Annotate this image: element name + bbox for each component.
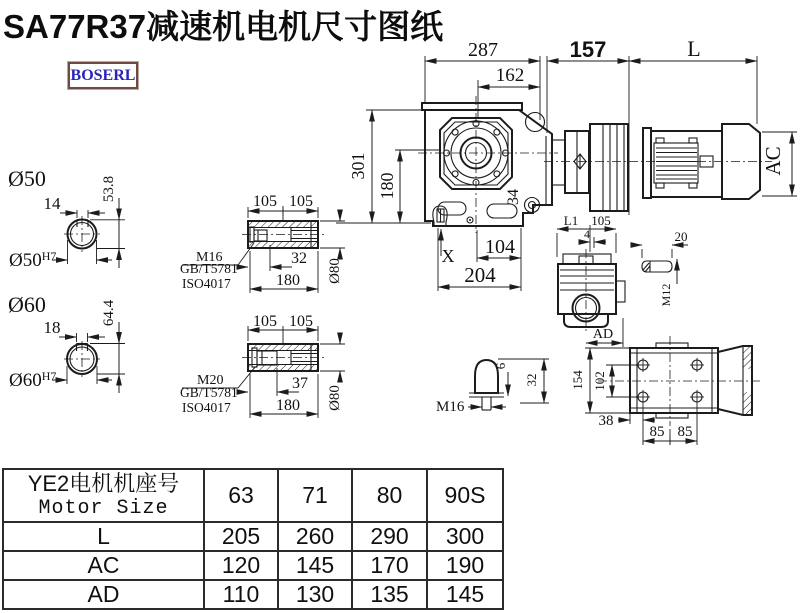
table-row-L	[3, 522, 503, 551]
row-label-AC: AC	[3, 551, 204, 580]
dim-157: 157	[569, 37, 607, 62]
dim-keyway-18: 18	[43, 318, 61, 337]
motor-side-view	[544, 124, 797, 211]
brand-logo-text: BOSERL	[70, 66, 136, 84]
label-standard-iso: ISO4017	[182, 276, 231, 291]
dim-L1: L1	[563, 213, 579, 228]
label-standard-iso-2: ISO4017	[182, 400, 231, 415]
dim-key-53-8: 53.8	[101, 175, 117, 203]
shaft-50-title: Ø50	[8, 166, 46, 191]
cell-L-63: 205	[204, 522, 278, 551]
table-row-AC	[3, 551, 503, 580]
dim-keyway-14: 14	[43, 194, 61, 213]
cell-AD-63: 110	[204, 580, 278, 609]
dim-32-plug: 32	[524, 373, 539, 387]
dim-105-left: 105	[253, 193, 277, 210]
dim-d80: Ø80	[327, 258, 343, 284]
dim-85-left: 85	[649, 424, 665, 440]
dim-204: 204	[464, 263, 496, 287]
cell-L-90s: 300	[427, 522, 503, 551]
cell-AC-80: 170	[352, 551, 427, 580]
dim-AD: AD	[592, 327, 614, 342]
cell-L-80: 290	[352, 522, 427, 551]
cell-AD-80: 135	[352, 580, 427, 609]
dim-180-sleeve: 180	[276, 272, 300, 289]
dim-bore-60: $Ø60^{H7}$	[9, 369, 57, 391]
dim-key-64-4: 64.4	[101, 299, 117, 327]
table-row-AD	[3, 580, 503, 609]
hollow-shaft-bottom-view	[180, 313, 345, 418]
dim-104: 104	[485, 236, 515, 258]
table-col-80: 80	[352, 469, 427, 522]
table-header-en: Motor Size	[38, 496, 169, 520]
dim-180-front: 180	[377, 172, 397, 200]
label-standard-gb: GB/T5781	[180, 261, 238, 276]
motor-size-table-wrap	[2, 468, 504, 610]
hollow-shaft-top-view	[180, 193, 345, 293]
dim-105-side: 105	[591, 213, 611, 228]
table-header-motor-size	[3, 469, 204, 522]
dim-301: 301	[348, 152, 368, 180]
label-thread-m12: M12	[659, 283, 673, 307]
table-col-90s: 90S	[427, 469, 503, 522]
dim-4: 4	[584, 227, 590, 241]
label-standard-gb-2: GB/T5781	[180, 385, 238, 400]
dim-85-right: 85	[677, 424, 693, 440]
row-label-L: L	[3, 522, 204, 551]
table-header-cn: YE2电机机座号	[27, 470, 180, 496]
dim-105-right-2: 105	[289, 313, 313, 330]
key-detail-view	[631, 229, 688, 306]
dim-AC: AC	[761, 146, 785, 176]
gearbox-front-view	[336, 96, 558, 291]
cell-L-71: 260	[278, 522, 352, 551]
cell-AC-71: 145	[278, 551, 352, 580]
label-plug-m16: M16	[436, 399, 465, 415]
shaft-60-view	[8, 292, 125, 393]
dim-105-left-2: 105	[253, 313, 277, 330]
dim-6: 6	[493, 362, 508, 370]
dim-180-sleeve-2: 180	[276, 397, 300, 414]
breather-plug-view	[436, 359, 549, 415]
dim-102: 102	[592, 371, 607, 391]
dim-20: 20	[674, 229, 688, 244]
page-title: SA77R37减速机电机尺寸图纸	[3, 8, 444, 45]
cell-AC-90s: 190	[427, 551, 503, 580]
dim-L: L	[687, 36, 701, 61]
gear-side-view	[557, 213, 625, 347]
motor-size-table	[2, 468, 504, 610]
dim-162: 162	[495, 65, 525, 86]
dim-105-right: 105	[289, 193, 313, 210]
row-label-AD: AD	[3, 580, 204, 609]
label-thread-m16: M16	[196, 250, 223, 265]
table-col-63: 63	[204, 469, 278, 522]
shaft-60-title: Ø60	[8, 292, 46, 317]
cell-AC-63: 120	[204, 551, 278, 580]
cell-AD-90s: 145	[427, 580, 503, 609]
dim-37: 37	[292, 375, 308, 392]
dim-38: 38	[598, 413, 614, 429]
datum-x: X	[441, 246, 455, 266]
dim-32: 32	[291, 250, 307, 267]
cell-AD-71: 130	[278, 580, 352, 609]
dim-287: 287	[468, 39, 498, 61]
dim-34: 34	[505, 189, 522, 205]
dim-bore-50: $Ø50^{H7}$	[9, 249, 57, 271]
bottom-view	[570, 336, 762, 445]
dim-154: 154	[570, 370, 585, 390]
table-col-71: 71	[278, 469, 352, 522]
shaft-50-view	[8, 166, 125, 271]
label-thread-m20: M20	[197, 373, 224, 388]
dim-d80-2: Ø80	[327, 385, 343, 411]
